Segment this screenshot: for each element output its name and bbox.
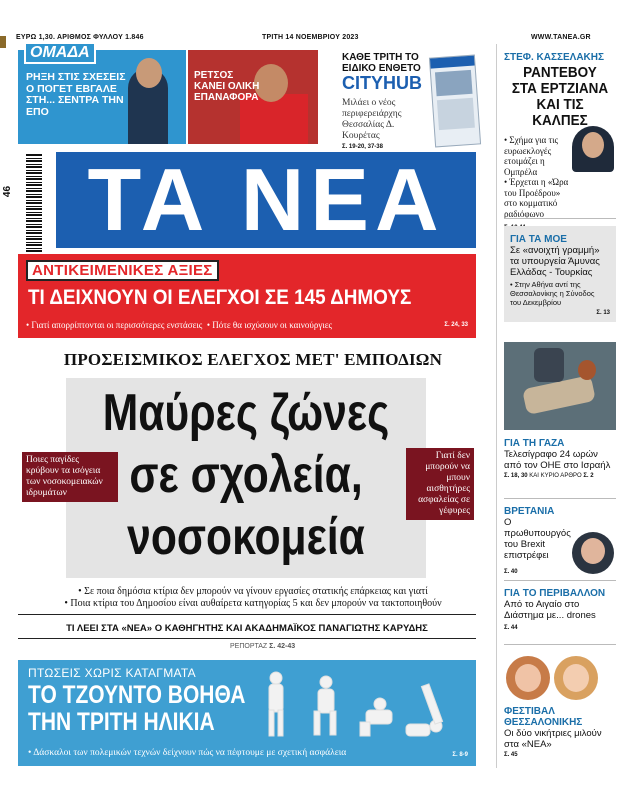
main-bullet-1: Σε ποια δημόσια κτίρια δεν μπορούν να γίνουν εργασίες στατικής επάρκειας και γιατί bbox=[84, 586, 428, 597]
sidebar-divider-4 bbox=[504, 644, 616, 645]
sidebar-divider-3 bbox=[504, 580, 616, 581]
kasselakis-title: ΡΑΝΤΕΒΟΥ ΣΤΑ ΕΡΤΖΙΑΝΑ ΚΑΙ ΤΙΣ ΚΑΛΠΕΣ bbox=[511, 64, 609, 129]
main-right-box: Γιατί δεν μπορούν να μπουν αισθητήρες ασφαλείας σε γέφυρες bbox=[406, 448, 474, 520]
festival-title: ΦΕΣΤΙΒΑΛ ΘΕΣΣΑΛΟΝΙΚΗΣ bbox=[504, 706, 583, 728]
britain-photo bbox=[572, 532, 614, 574]
edge-marker bbox=[0, 36, 6, 48]
sidebar-moe[interactable] bbox=[504, 226, 616, 322]
kasselakis-bullets: • Σχήμα για τις ευρωεκλογές ετοιμάζει η Ομπρέλα • Έρχεται η «Ώρα του Προέδρου» στο κομματικό ραδιόφωνο bbox=[504, 135, 569, 219]
judo-bullet-text: Δάσκαλοι των πολεμικών τεχνών δείχνουν πώς να πέφτουμε με σχετική ασφάλεια bbox=[33, 748, 347, 758]
issue-date: ΤΡΙΤΗ 14 ΝΟΕΜΒΡΙΟΥ 2023 bbox=[262, 34, 359, 41]
gaza-extra-pages: Σ. 2 bbox=[583, 473, 594, 479]
judo-headline-line-2: ΤΗΝ ΤΡΙΤΗ ΗΛΙΚΙΑ bbox=[28, 708, 215, 736]
moe-title: ΓΙΑ ΤΑ ΜΟΕ bbox=[510, 234, 567, 245]
kasselakis-photo bbox=[572, 126, 614, 172]
gaza-pages: Σ. 18, 30 bbox=[504, 473, 528, 479]
main-headline-line-3: νοσοκομεία bbox=[127, 508, 365, 566]
coach-face bbox=[136, 58, 162, 88]
gaza-title: ΓΙΑ ΤΗ ΓΑΖΑ bbox=[504, 438, 565, 449]
judo-headline bbox=[28, 682, 245, 736]
sports-teaser-1-text: ΡΗΞΗ ΣΤΙΣ ΣΧΕΣΕΙΣ Ο ΠΟΓΕΤ ΕΒΓΑΛΕ ΣΤΗ... ΣΕΝΤΡΑ ΤΗΝ ΕΠΟ bbox=[26, 71, 126, 118]
spine-number: 46 bbox=[2, 185, 14, 198]
moe-bullet-text: Στην Αθήνα αντί της Θεσσαλονίκης η Σύνοδος του Δεκεμβρίου bbox=[510, 280, 595, 307]
gaza-extra: ΚΑΙ ΚΥΡΙΟ ΑΡΘΡΟ bbox=[529, 473, 582, 479]
environment-text: Από το Αιγαίο στο Διάστημα με... drones bbox=[504, 599, 596, 621]
main-kicker: ΠΡΟΣΕΙΣΜΙΚΟΣ ΕΛΕΓΧΟΣ ΜΕΤ' ΕΜΠΟΔΙΩΝ bbox=[63, 350, 443, 369]
cityhub-name: CITYHUB bbox=[342, 73, 422, 93]
kasselakis-kicker: ΣΤΕΦ. ΚΑΣΣΕΛΑΚΗΣ bbox=[504, 52, 604, 63]
sports-teaser-1[interactable] bbox=[18, 50, 186, 144]
logo-text: ΤΑ ΝΕΑ bbox=[87, 152, 445, 248]
lead-bullet-2: Πότε θα ισχύσουν οι καινούργιες bbox=[212, 320, 333, 330]
report-credit bbox=[230, 643, 295, 650]
divider-2 bbox=[18, 638, 476, 639]
judo-figures-illustration bbox=[256, 664, 466, 744]
lead-bullets: • Γιατί απορρίπτονται οι περισσότερες ενστάσεις • Πότε θα ισχύσουν οι καινούργιες bbox=[26, 320, 333, 330]
main-headline-box[interactable] bbox=[66, 378, 426, 578]
cityhub-cover-thumb bbox=[429, 55, 481, 148]
sports-teaser-2-text: ΡΕΤΣΟΣ ΚΑΝΕΙ ΟΛΙΚΗ ΕΠΑΝΑΦΟΡΑ bbox=[194, 70, 260, 103]
festival-text: Οι δύο νικήτριες μιλούν στα «ΝΕΑ» bbox=[504, 728, 602, 750]
main-headline-line-2: σε σχολεία, bbox=[129, 446, 363, 504]
masthead-strip bbox=[0, 0, 630, 44]
cityhub-text: Μιλάει ο νέος περιφερειάρχης Θεσσαλίας Δ. Κουρέτας bbox=[342, 98, 402, 141]
report-label: ΡΕΠΟΡΤΑΖ bbox=[230, 643, 268, 650]
judo-pages: Σ. 8-9 bbox=[452, 752, 468, 758]
sidebar-environment[interactable] bbox=[504, 588, 616, 631]
gaza-text: Τελεσίγραφο 24 ωρών από τον ΟΗΕ στο Ισραήλ bbox=[504, 449, 611, 471]
environment-pages: Σ. 44 bbox=[504, 625, 518, 631]
gaza-photo bbox=[504, 342, 616, 430]
main-headline-line-1: Μαύρες ζώνες bbox=[102, 384, 390, 442]
moe-bullet: • Στην Αθήνα αντί της Θεσσαλονίκης η Σύνοδος του Δεκεμβρίου bbox=[510, 280, 595, 307]
cityhub-kicker: ΚΑΘΕ ΤΡΙΤΗ ΤΟ ΕΙΔΙΚΟ ΕΝΘΕΤΟ bbox=[342, 52, 421, 74]
festival-pages: Σ. 45 bbox=[504, 752, 518, 758]
moe-pages: Σ. 13 bbox=[596, 310, 610, 316]
sidebar-divider-1 bbox=[504, 218, 616, 219]
kasselakis-bullet-2: Έρχεται η «Ώρα του Προέδρου» στο κομματικό ραδιόφωνο bbox=[504, 177, 569, 219]
lead-label: ΑΝΤΙΚΕΙΜΕΝΙΚΕΣ ΑΞΙΕΣ bbox=[26, 260, 219, 281]
lead-bullet-1: Γιατί απορρίπτονται οι περισσότερες ενστάσεις bbox=[31, 320, 203, 330]
festival-photo-2 bbox=[554, 656, 598, 700]
issue-info: ΕΥΡΩ 1,30. ΑΡΙΘΜΟΣ ΦΥΛΛΟΥ 1.846 bbox=[16, 34, 144, 41]
sports-section-label: ΟΜΑΔΑ bbox=[24, 42, 96, 64]
cityhub-pages: Σ. 19-20, 37-38 bbox=[342, 144, 383, 150]
report-pages: Σ. 42-43 bbox=[269, 643, 296, 650]
sports-teaser-2[interactable] bbox=[188, 50, 318, 144]
judo-headline-line-1: ΤΟ ΤΖΟΥΝΤΟ ΒΟΗΘΑ bbox=[28, 681, 246, 709]
britain-title: ΒΡΕΤΑΝΙΑ bbox=[504, 506, 555, 517]
moe-text: Σε «ανοιχτή γραμμή» τα υπουργεία Άμυνας Ελλάδας - Τουρκίας bbox=[510, 245, 600, 278]
main-bullets: • Σε ποια δημόσια κτίρια δεν μπορούν να γίνουν εργασίες στατικής επάρκειας και γιατί • Ποια κτίρια του Δημοσίου είναι αυθαίρετα κατηγορίας 5 και δεν μπορούν να τακτοποιηθούν bbox=[64, 586, 442, 609]
judo-bullet: • Δάσκαλοι των πολεμικών τεχνών δείχνουν πώς να πέφτουμε με σχετική ασφάλεια bbox=[28, 748, 347, 758]
barcode bbox=[26, 154, 42, 258]
britain-pages: Σ. 40 bbox=[504, 569, 518, 575]
divider-1 bbox=[18, 614, 476, 615]
main-left-box: Ποιες παγίδες κρύβουν τα ισόγεια των νοσοκομειακών ιδρυμάτων bbox=[22, 452, 118, 502]
festival-photo-1 bbox=[506, 656, 550, 700]
sidebar-gaza[interactable] bbox=[504, 438, 616, 479]
environment-title: ΓΙΑ ΤΟ ΠΕΡΙΒΑΛΛΟΝ bbox=[504, 588, 606, 599]
judo-kicker: ΠΤΩΣΕΙΣ ΧΩΡΙΣ ΚΑΤΑΓΜΑΤΑ bbox=[28, 666, 196, 680]
main-headline bbox=[98, 382, 393, 568]
sidebar-festival[interactable] bbox=[504, 706, 616, 758]
lead-pages: Σ. 24, 33 bbox=[444, 322, 468, 328]
kasselakis-bullet-1: Σχήμα για τις ευρωεκλογές ετοιμάζει η Ομπρέλα bbox=[504, 135, 559, 177]
sidebar-divider-2 bbox=[504, 498, 616, 499]
main-bullet-2: Ποια κτίρια του Δημοσίου είναι αυθαίρετα κατηγορίας 5 και δεν μπορούν να τακτοποιηθούν bbox=[70, 598, 442, 609]
gaza-pages-line bbox=[504, 473, 616, 479]
masthead-logo bbox=[56, 152, 476, 248]
lead-story[interactable] bbox=[18, 254, 476, 338]
britain-text: Ο πρωθυπουργός του Brexit επιστρέφει bbox=[504, 517, 571, 561]
judo-story[interactable] bbox=[18, 660, 476, 766]
website: WWW.TANEA.GR bbox=[531, 34, 591, 41]
lead-headline: ΤΙ ΔΕΙΧΝΟΥΝ ΟΙ ΕΛΕΓΧΟΙ ΣΕ 145 ΔΗΜΟΥΣ bbox=[28, 286, 412, 309]
interview-line: ΤΙ ΛΕΕΙ ΣΤΑ «ΝΕΑ» Ο ΚΑΘΗΓΗΤΗΣ ΚΑΙ ΑΚΑΔΗΜΑΪΚΟΣ ΠΑΝΑΓΙΩΤΗΣ ΚΑΡΥΔΗΣ bbox=[66, 623, 428, 634]
sidebar-rule bbox=[496, 44, 497, 768]
cityhub-promo[interactable] bbox=[342, 52, 430, 150]
